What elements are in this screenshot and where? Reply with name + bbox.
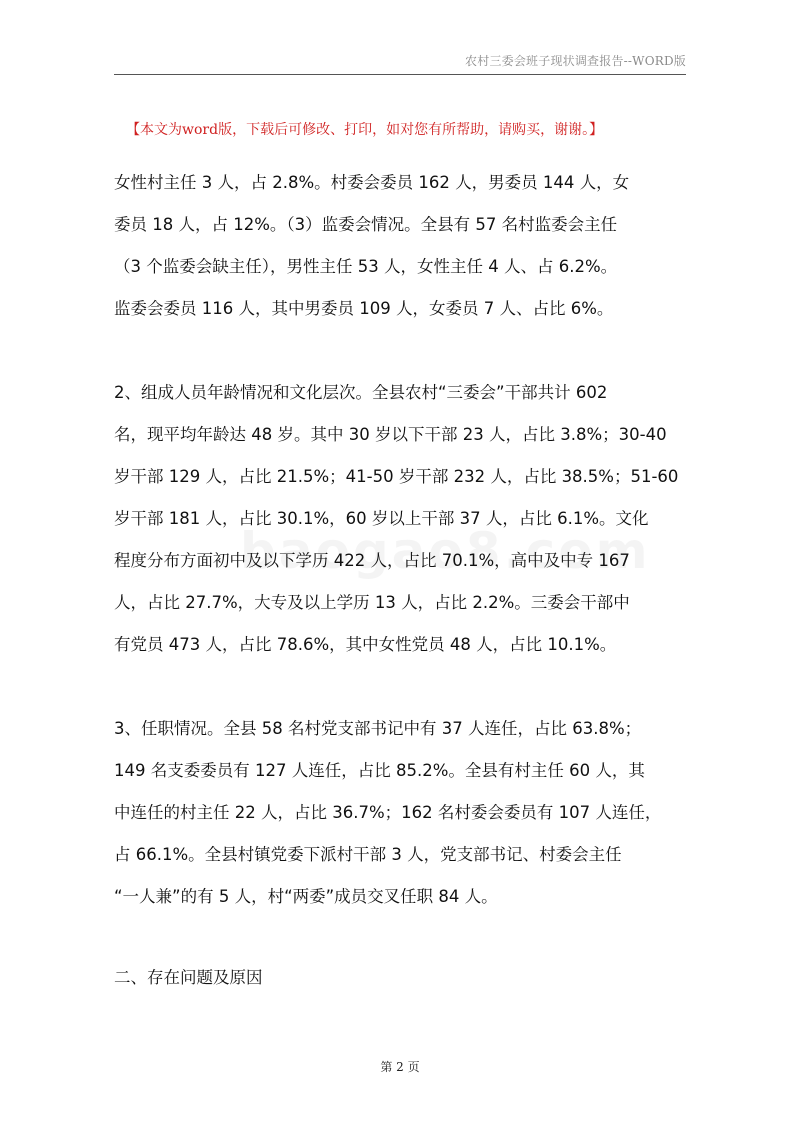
text-line: （3 个监委会缺主任），男性主任 53 人，女性主任 4 人、占 6.2%。 xyxy=(114,257,618,276)
section-heading: 二、存在问题及原因 xyxy=(114,968,263,987)
paragraph-committee-stats xyxy=(114,162,686,330)
text-line: 有党员 473 人，占比 78.6%，其中女性党员 48 人，占比 10.1%。 xyxy=(114,635,617,654)
text-line: 岁干部 129 人，占比 21.5%；41-50 岁干部 232 人，占比 38.5%；51-60 xyxy=(114,467,679,486)
running-header: 农村三委会班子现状调查报告--WORD版 xyxy=(465,54,686,68)
text-line: 监委会委员 116 人，其中男委员 109 人，女委员 7 人、占比 6%。 xyxy=(114,299,614,318)
text-line: 中连任的村主任 22 人，占比 36.7%；162 名村委会委员有 107 人连任， xyxy=(114,803,662,822)
text-line: 委员 18 人，占 12%。（3）监委会情况。全县有 57 名村监委会主任 xyxy=(114,215,618,234)
text-line: 人，占比 27.7%，大专及以上学历 13 人，占比 2.2%。三委会干部中 xyxy=(114,593,630,612)
text-line: 岁干部 181 人，占比 30.1%，60 岁以上干部 37 人，占比 6.1%。文化 xyxy=(114,509,649,528)
page-number: 第 2 页 xyxy=(380,1060,420,1074)
text-line: 女性村主任 3 人，占 2.8%。村委会委员 162 人，男委员 144 人，女 xyxy=(114,173,630,192)
text-line: 程度分布方面初中及以下学历 422 人，占比 70.1%，高中及中专 167 xyxy=(114,551,630,570)
text-line: “一人兼”的有 5 人，村“两委”成员交叉任职 84 人。 xyxy=(114,887,498,906)
header-divider xyxy=(114,74,686,75)
text-line: 3、任职情况。全县 58 名村党支部书记中有 37 人连任，占比 63.8%； xyxy=(114,719,642,738)
paragraph-tenure xyxy=(114,708,686,918)
text-line: 占 66.1%。全县村镇党委下派村干部 3 人，党支部书记、村委会主任 xyxy=(114,845,622,864)
text-line: 名，现平均年龄达 48 岁。其中 30 岁以下干部 23 人，占比 3.8%；30-40 xyxy=(114,425,667,444)
text-line: 149 名支委委员有 127 人连任，占比 85.2%。全县有村主任 60 人，其 xyxy=(114,761,645,780)
paragraph-age-education xyxy=(114,372,686,666)
text-line: 2、组成人员年龄情况和文化层次。全县农村“三委会”干部共计 602 xyxy=(114,383,608,402)
purchase-notice: 【本文为word版，下载后可修改、打印，如对您有所帮助，请购买，谢谢。】 xyxy=(126,122,604,138)
